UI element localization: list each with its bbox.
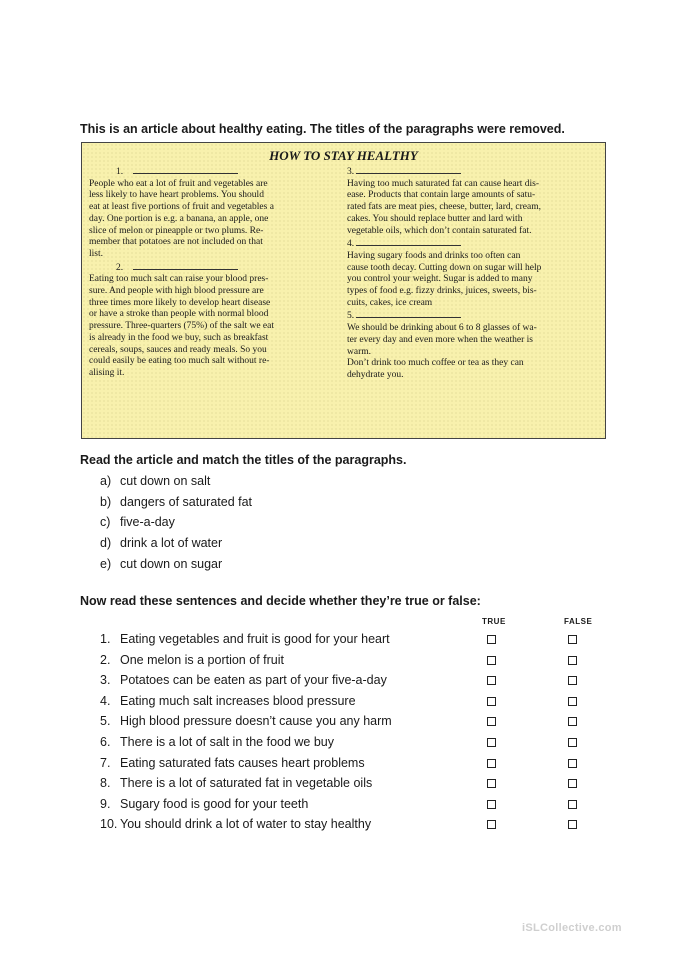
statement-row: 1. Eating vegetables and fruit is good for your heart [100, 629, 600, 650]
match-option-c: c) five-a-day [100, 515, 175, 530]
statement-row: 2. One melon is a portion of fruit [100, 650, 600, 671]
statement-row: 7. Eating saturated fats causes heart problems [100, 753, 600, 774]
true-checkbox[interactable] [487, 779, 496, 788]
article-right-column [347, 165, 594, 382]
watermark-text: iSLCollective.com [522, 922, 622, 934]
statement-row: 5. High blood pressure doesn’t cause you any harm [100, 711, 600, 732]
false-checkbox[interactable] [568, 635, 577, 644]
match-option-d: d) drink a lot of water [100, 536, 223, 551]
article-box [81, 142, 606, 439]
statement-row: 8. There is a lot of saturated fat in vegetable oils [100, 773, 600, 794]
true-checkbox[interactable] [487, 676, 496, 685]
paragraph-3: Having too much saturated fat can cause heart dis- ease. Products that contain large amounts of satu- rated fats are meat pies, cheese, butter, lard, cream, cakes. You should replace butter and lard with vegetable oils, which don’t contain saturated fat. [347, 178, 542, 236]
true-checkbox[interactable] [487, 656, 496, 665]
article-title: HOW TO STAY HEALTHY [269, 148, 418, 163]
paragraph-2: Eating too much salt can raise your blood pres- sure. And people with high blood pressure are three times more likely to develop heart disease or have a stroke than people with normal blood pressure. Three-quarters (75%) of the salt we eat is already in the food we buy, such as breakfast cereals, soups, sauces and ready meals. So you could easily be eating too much salt without re- alising it. [89, 274, 274, 378]
statement-row: 10. You should drink a lot of water to stay healthy [100, 814, 600, 835]
paragraph-3-title-blank[interactable]: 3. [347, 165, 594, 179]
true-checkbox[interactable] [487, 717, 496, 726]
match-option-b: b) dangers of saturated fat [100, 494, 253, 509]
true-checkbox[interactable] [487, 738, 496, 747]
true-checkbox[interactable] [487, 820, 496, 829]
intro-text: This is an article about healthy eating. The titles of the paragraphs were removed. [80, 122, 565, 136]
false-checkbox[interactable] [568, 779, 577, 788]
paragraph-5: We should be drinking about 6 to 8 glasses of wa- ter every day and even more when the weather is warm. Don’t drink too much coffee or tea as they can dehydrate you. [347, 323, 537, 380]
statements-list [100, 629, 600, 835]
false-column-header: FALSE [564, 617, 593, 626]
false-checkbox[interactable] [568, 697, 577, 706]
false-checkbox[interactable] [568, 656, 577, 665]
true-checkbox[interactable] [487, 697, 496, 706]
paragraph-5-title-blank[interactable]: 5. [347, 309, 594, 323]
statement-row: 6. There is a lot of salt in the food we buy [100, 732, 600, 753]
match-option-a: a) cut down on salt [100, 474, 211, 488]
false-checkbox[interactable] [568, 820, 577, 829]
false-checkbox[interactable] [568, 738, 577, 747]
true-checkbox[interactable] [487, 759, 496, 768]
match-options-list [100, 471, 252, 574]
paragraph-1-title-blank[interactable]: 1. [89, 165, 331, 179]
statement-row: 4. Eating much salt increases blood pressure [100, 691, 600, 712]
paragraph-2-title-blank[interactable]: 2. [89, 261, 331, 275]
false-checkbox[interactable] [568, 759, 577, 768]
false-checkbox[interactable] [568, 676, 577, 685]
paragraph-4-title-blank[interactable]: 4. [347, 237, 594, 251]
statement-row: 3. Potatoes can be eaten as part of your five-a-day [100, 670, 600, 691]
match-option-e: e) cut down on sugar [100, 556, 223, 571]
paragraph-1: People who eat a lot of fruit and vegetables are less likely to have heart problems. You should eat at least five portions of fruit and vegetables a day. One portion is e.g. a banana, an apple, one slice of melon or pineapple or two plums. Re- member that potatoes are not included on that list. [89, 178, 274, 259]
true-checkbox[interactable] [487, 800, 496, 809]
false-checkbox[interactable] [568, 800, 577, 809]
true-column-header: TRUE [482, 617, 506, 626]
false-checkbox[interactable] [568, 717, 577, 726]
article-left-column [89, 165, 331, 380]
match-heading: Read the article and match the titles of the paragraphs. [80, 453, 407, 467]
statement-row: 9. Sugary food is good for your teeth [100, 794, 600, 815]
true-checkbox[interactable] [487, 635, 496, 644]
truefalse-heading: Now read these sentences and decide whether they’re true or false: [80, 594, 481, 608]
paragraph-4: Having sugary foods and drinks too often can cause tooth decay. Cutting down on sugar will help you control your weight. Sugar is added to many types of food e.g. fizzy drinks, juices, sweets, bis- cuits, cakes, ice cream [347, 250, 542, 308]
